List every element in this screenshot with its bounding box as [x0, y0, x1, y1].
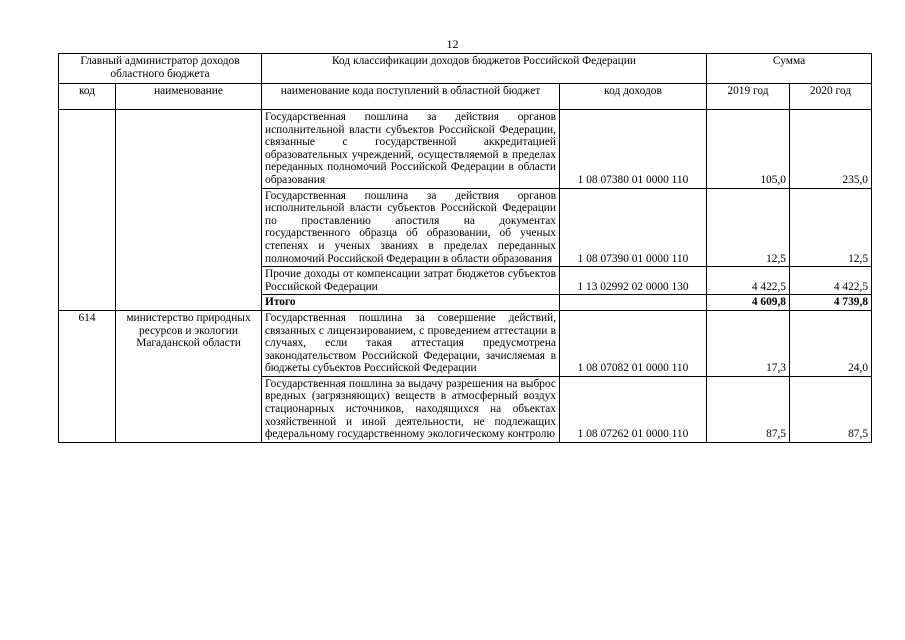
header-revenue-name: наименование кода поступлений в областной бюджет — [262, 84, 560, 110]
header-classification-group: Код классификации доходов бюджетов Российской Федерации — [262, 54, 707, 84]
admin-name-cell — [116, 110, 262, 311]
header-year-2020: 2020 год — [790, 84, 872, 110]
header-row-2 — [59, 84, 872, 110]
sum-2019: 105,0 — [707, 110, 790, 189]
revenue-description: Государственная пошлина за выдачу разрешения на выброс вредных (загрязняющих) веществ в атмосферный воздух стационарных источников, находящихся на объектах хозяйственной и иной деятельности, не подлежащих федеральному государственному экологическому контролю — [262, 376, 560, 442]
sum-2020: 4 422,5 — [790, 267, 872, 295]
header-admin-group: Главный администратор доходов областного бюджета — [59, 54, 262, 84]
table-row — [59, 310, 872, 376]
sum-2019: 87,5 — [707, 376, 790, 442]
revenue-table — [58, 53, 872, 443]
revenue-description: Государственная пошлина за действия органов исполнительной власти субъектов Российской Федерации по проставлению апостиля на документах государственного образца об образовании, об ученых степенях и ученых званиях в пределах переданных полномочий Российской Федерации в области образования — [262, 188, 560, 267]
sum-2020: 24,0 — [790, 310, 872, 376]
sum-2020: 87,5 — [790, 376, 872, 442]
revenue-code: 1 08 07390 01 0000 110 — [560, 188, 707, 267]
revenue-code: 1 08 07262 01 0000 110 — [560, 376, 707, 442]
revenue-code: 1 08 07380 01 0000 110 — [560, 110, 707, 189]
revenue-description: Прочие доходы от компенсации затрат бюджетов субъектов Российской Федерации — [262, 267, 560, 295]
revenue-description: Государственная пошлина за действия органов исполнительной власти субъектов Российской Федерации, связанные с государственной аккредитацией образовательных учреждений, осуществляемой в пределах переданных полномочий Российской Федерации в области образования — [262, 110, 560, 189]
table-row — [59, 110, 872, 189]
header-revenue-code: код доходов — [560, 84, 707, 110]
header-row-1 — [59, 54, 872, 84]
header-name: наименование — [116, 84, 262, 110]
admin-code-614: 614 — [59, 310, 116, 442]
revenue-description: Государственная пошлина за совершение действий, связанных с лицензированием, с проведением аттестации в случаях, если такая аттестация предусмотрена законодательством Российской Федерации, зачисляемая в бюджеты субъектов Российской Федерации — [262, 310, 560, 376]
header-sum-group: Сумма — [707, 54, 872, 84]
revenue-code: 1 08 07082 01 0000 110 — [560, 310, 707, 376]
sum-2020: 12,5 — [790, 188, 872, 267]
total-code-empty — [560, 295, 707, 311]
total-sum-2019: 4 609,8 — [707, 295, 790, 311]
total-label: Итого — [262, 295, 560, 311]
header-year-2019: 2019 год — [707, 84, 790, 110]
page-number: 12 — [446, 37, 459, 51]
sum-2019: 12,5 — [707, 188, 790, 267]
sum-2020: 235,0 — [790, 110, 872, 189]
admin-name-614: министерство природных ресурсов и экологии Магаданской области — [116, 310, 262, 442]
total-sum-2020: 4 739,8 — [790, 295, 872, 311]
admin-code-cell — [59, 110, 116, 311]
sum-2019: 17,3 — [707, 310, 790, 376]
sum-2019: 4 422,5 — [707, 267, 790, 295]
revenue-code: 1 13 02992 02 0000 130 — [560, 267, 707, 295]
header-code: код — [59, 84, 116, 110]
